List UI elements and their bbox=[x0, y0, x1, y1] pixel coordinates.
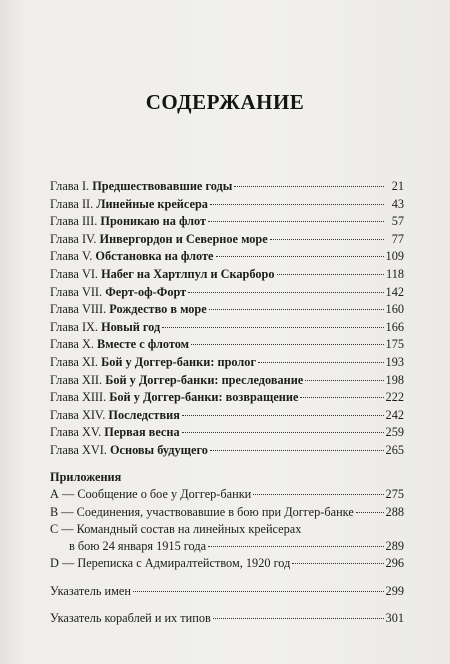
chapter-entry[interactable] bbox=[50, 319, 404, 337]
page-number: 222 bbox=[385, 390, 404, 405]
page-number: 166 bbox=[385, 319, 404, 334]
appendix-item-text-continued: в бою 24 января 1915 года bbox=[69, 539, 207, 554]
index-of-ships[interactable] bbox=[50, 610, 404, 628]
appendix-item-c-continued[interactable] bbox=[50, 538, 404, 555]
chapter-number: Глава IX. bbox=[50, 319, 99, 334]
leader-dots bbox=[305, 380, 383, 381]
chapter-title: Набег на Хартлпул и Скарборо bbox=[101, 266, 275, 281]
appendix-item-text: В — Соединения, участвовавшие в бою при Доггер-банке bbox=[50, 504, 354, 519]
chapter-title: Рождество в море bbox=[109, 302, 207, 317]
chapter-number: Глава V. bbox=[50, 249, 93, 264]
chapter-title: Проникаю на флот bbox=[100, 214, 207, 229]
leader-dots bbox=[188, 292, 383, 293]
appendix-item-a[interactable] bbox=[50, 486, 404, 504]
leader-dots bbox=[133, 591, 384, 592]
leader-dots bbox=[210, 204, 384, 205]
chapter-number: Глава XIII. bbox=[50, 390, 107, 405]
chapter-entry[interactable] bbox=[50, 196, 404, 214]
page-number: 142 bbox=[385, 284, 404, 299]
chapter-number: Глава I. bbox=[50, 179, 90, 193]
page-number: 109 bbox=[385, 249, 404, 264]
table-of-contents bbox=[50, 178, 404, 628]
leader-dots bbox=[300, 397, 383, 398]
index-names-text: Указатель имен bbox=[50, 583, 131, 598]
chapter-number: Глава VII. bbox=[50, 284, 103, 299]
page-number: 21 bbox=[391, 179, 404, 193]
appendix-heading: Приложения bbox=[50, 469, 122, 484]
index-of-names[interactable] bbox=[50, 583, 404, 601]
chapter-entry[interactable] bbox=[50, 248, 404, 266]
chapter-title: Предшествовавшие годы bbox=[92, 179, 233, 193]
page-number: 175 bbox=[385, 337, 404, 352]
chapter-title: Новый год bbox=[101, 319, 161, 334]
chapter-title: Первая весна bbox=[104, 425, 180, 440]
chapter-number: Глава X. bbox=[50, 337, 94, 352]
chapter-title: Последствия bbox=[108, 407, 180, 422]
leader-dots bbox=[216, 256, 384, 257]
chapter-entry[interactable] bbox=[50, 407, 404, 425]
page-title: СОДЕРЖАНИЕ bbox=[145, 90, 305, 114]
chapter-title: Обстановка на флоте bbox=[95, 249, 214, 264]
chapter-title: Инвергордон и Северное море bbox=[99, 231, 268, 246]
chapter-title: Ферт-оф-Форт bbox=[105, 284, 187, 299]
chapter-number: Глава II. bbox=[50, 196, 94, 211]
chapter-entry[interactable] bbox=[50, 442, 404, 460]
page-number: 43 bbox=[391, 196, 404, 211]
leader-dots bbox=[234, 186, 384, 187]
leader-dots bbox=[356, 512, 384, 513]
leader-dots bbox=[208, 221, 384, 222]
chapter-title: Бой у Доггер-банки: пролог bbox=[101, 354, 257, 369]
chapter-entry[interactable] bbox=[50, 354, 404, 372]
leader-dots bbox=[209, 309, 384, 310]
appendix-item-text: А — Сообщение о бое у Доггер-банки bbox=[50, 487, 252, 502]
chapter-title: Линейные крейсера bbox=[96, 196, 208, 211]
page-number: 259 bbox=[385, 425, 404, 440]
chapter-entry[interactable] bbox=[50, 284, 404, 302]
index-ships-text: Указатель кораблей и их типов bbox=[50, 611, 211, 626]
chapter-number: Глава XIV. bbox=[50, 407, 106, 422]
chapter-title: Основы будущего bbox=[109, 442, 208, 457]
chapter-entry[interactable] bbox=[50, 372, 404, 390]
leader-dots bbox=[182, 415, 384, 416]
chapter-title: Бой у Доггер-банки: возвращение bbox=[109, 390, 299, 405]
chapter-number: Глава XV. bbox=[50, 425, 102, 440]
appendix-item-b[interactable] bbox=[50, 504, 404, 522]
leader-dots bbox=[210, 450, 384, 451]
page-number: 77 bbox=[391, 231, 404, 246]
chapter-entry[interactable] bbox=[50, 424, 404, 442]
chapter-entry[interactable] bbox=[50, 389, 404, 407]
leader-dots bbox=[162, 327, 383, 328]
leader-dots bbox=[182, 432, 384, 433]
bleed-through-header bbox=[0, 0, 450, 12]
chapter-entry[interactable] bbox=[50, 213, 404, 231]
chapter-number: Глава XII. bbox=[50, 372, 103, 387]
chapter-number: Глава VIII. bbox=[50, 302, 107, 317]
page-number: 57 bbox=[391, 214, 404, 229]
page-number: 301 bbox=[385, 611, 404, 626]
chapter-entry[interactable] bbox=[50, 231, 404, 249]
page-number: 289 bbox=[385, 539, 404, 554]
appendix-item-c[interactable] bbox=[50, 521, 404, 538]
leader-dots bbox=[213, 618, 384, 619]
page-number: 296 bbox=[385, 556, 404, 571]
page-number: 198 bbox=[385, 372, 404, 387]
leader-dots bbox=[292, 563, 383, 564]
chapter-list bbox=[50, 178, 404, 460]
chapter-entry[interactable] bbox=[50, 336, 404, 354]
appendix-item-text: С — Командный состав на линейных крейсерах bbox=[50, 522, 302, 537]
page-number: 118 bbox=[386, 266, 404, 281]
leader-dots bbox=[277, 274, 384, 275]
leader-dots bbox=[208, 546, 383, 547]
page-number: 275 bbox=[385, 487, 404, 502]
appendix-item-d[interactable] bbox=[50, 555, 404, 573]
leader-dots bbox=[191, 344, 384, 345]
chapter-number: Глава XVI. bbox=[50, 442, 107, 457]
page-number: 160 bbox=[385, 302, 404, 317]
leader-dots bbox=[253, 494, 383, 495]
chapter-number: Глава IV. bbox=[50, 231, 97, 246]
page-number: 299 bbox=[385, 583, 404, 598]
page-number: 193 bbox=[385, 354, 404, 369]
page-number: 242 bbox=[385, 407, 404, 422]
chapter-number: Глава III. bbox=[50, 214, 98, 229]
chapter-entry[interactable] bbox=[50, 301, 404, 319]
appendix-item-text: D — Переписка с Адмиралтейством, 1920 год bbox=[50, 556, 291, 571]
leader-dots bbox=[258, 362, 384, 363]
page-number: 265 bbox=[385, 442, 404, 457]
chapter-number: Глава VI. bbox=[50, 266, 99, 281]
chapter-number: Глава XI. bbox=[50, 354, 99, 369]
chapter-entry[interactable] bbox=[50, 266, 404, 284]
chapter-title: Бой у Доггер-банки: преследование bbox=[105, 372, 304, 387]
chapter-title: Вместе с флотом bbox=[97, 337, 190, 352]
leader-dots bbox=[270, 239, 384, 240]
chapter-entry[interactable] bbox=[50, 178, 404, 196]
page-number: 288 bbox=[385, 504, 404, 519]
